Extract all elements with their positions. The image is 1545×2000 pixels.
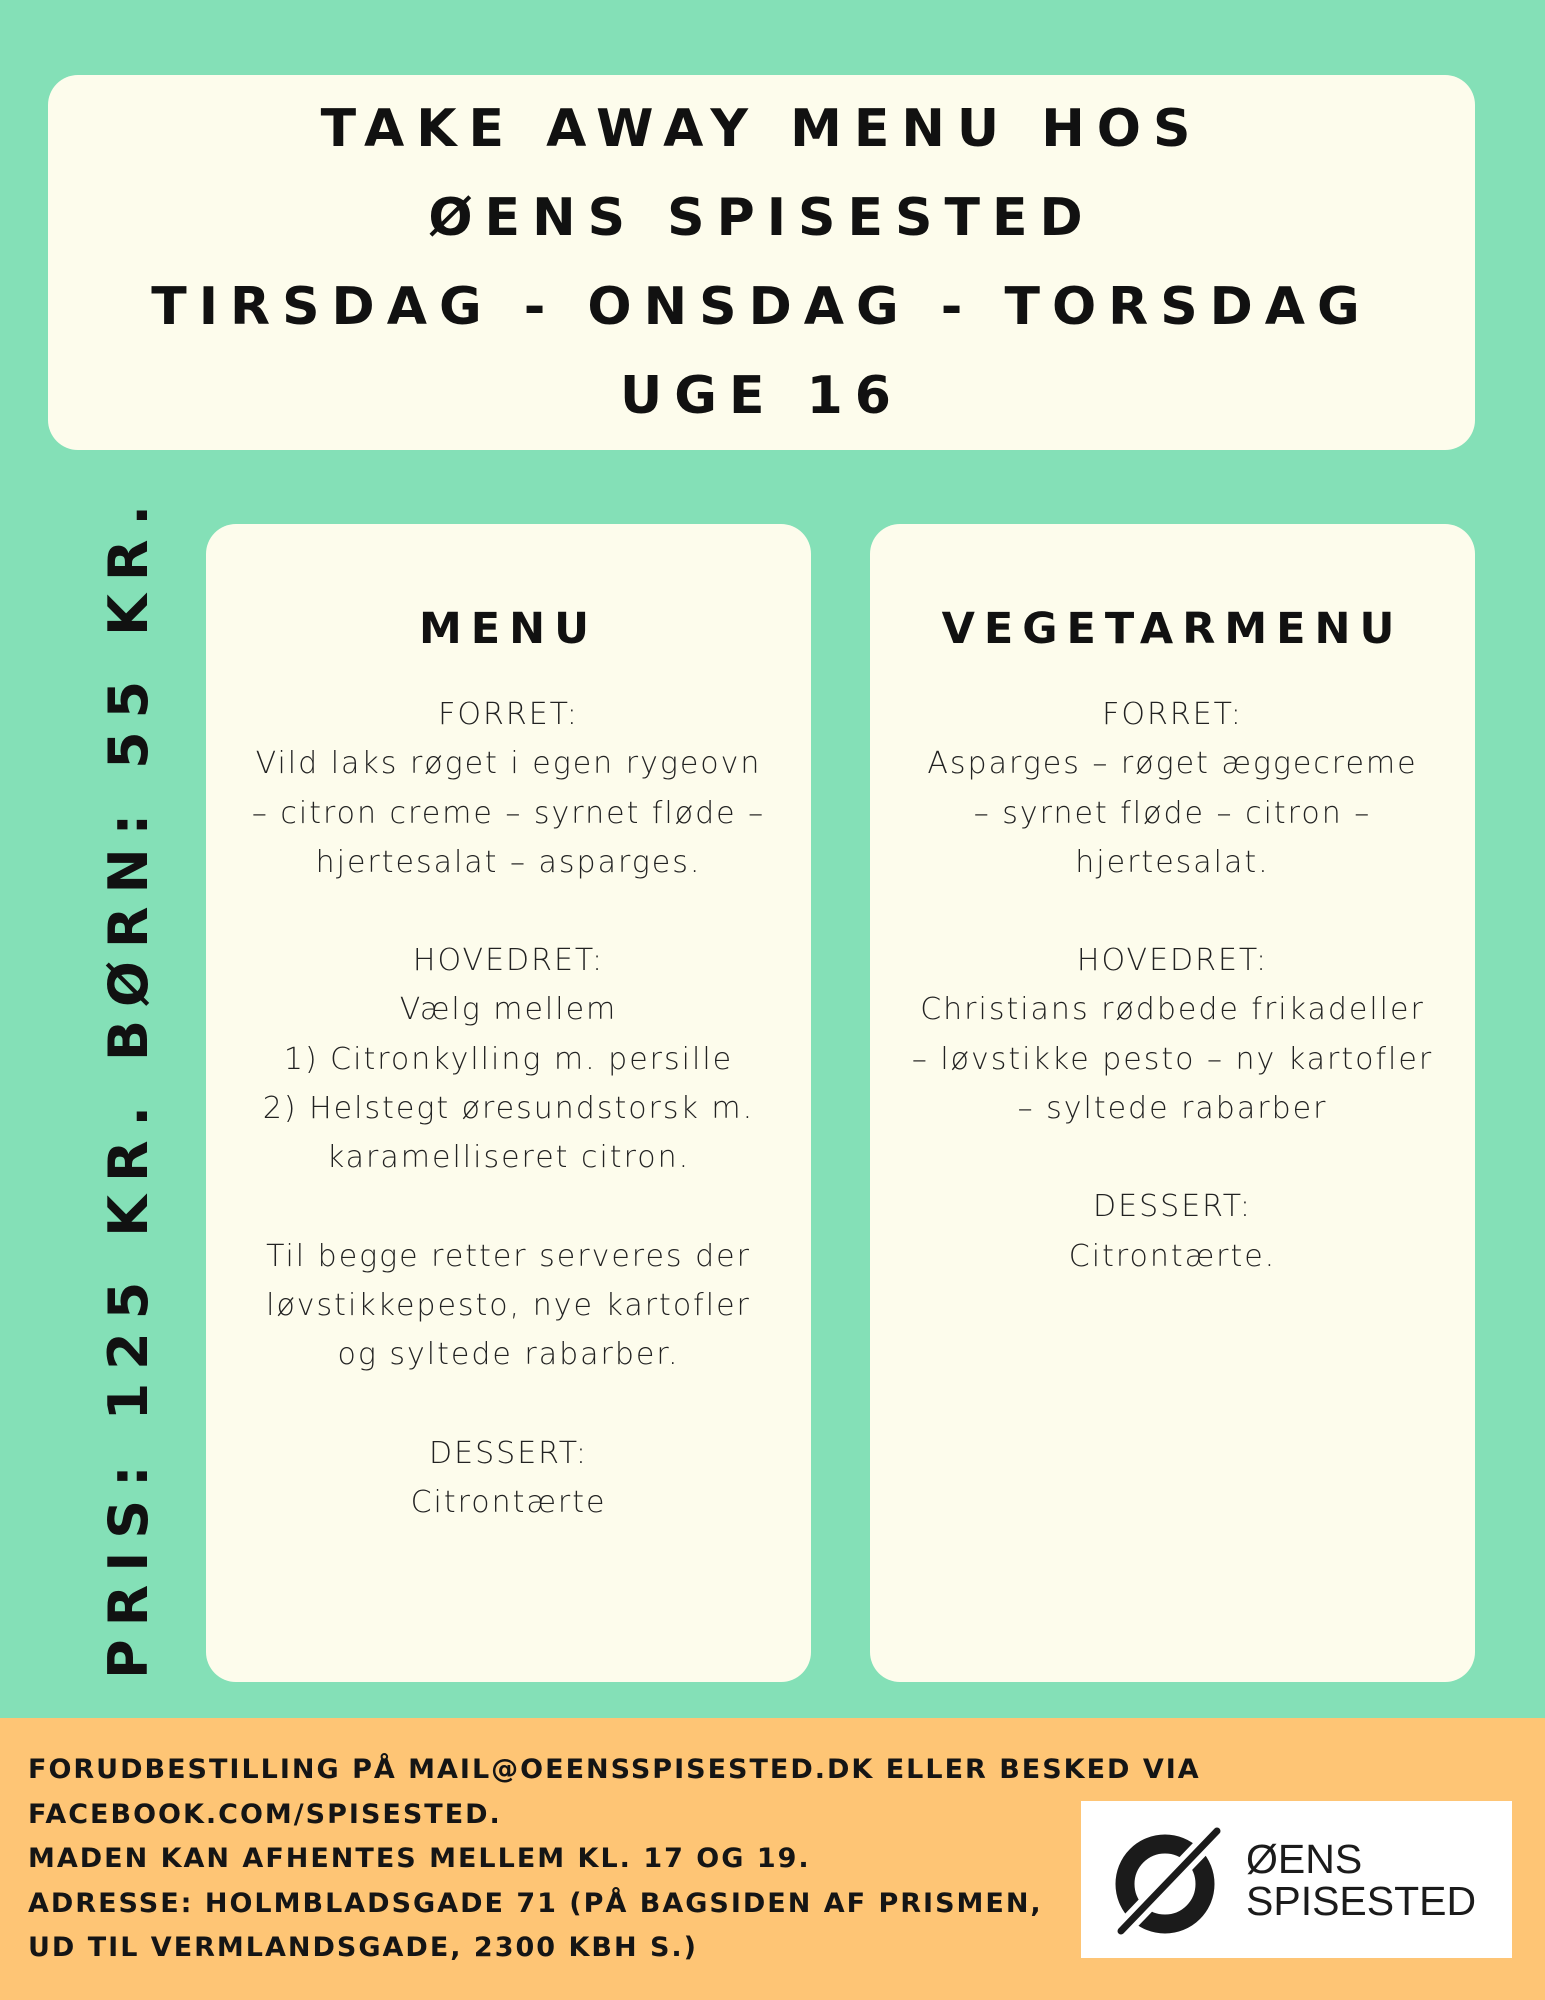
vegetarmenu-title: VEGETARMENU (941, 604, 1404, 654)
logo (1081, 1801, 1512, 1958)
footer-info (28, 1748, 1208, 1971)
section-text: Vild laks røget i egen rygeovn – citron creme – syrnet fløde – hjertesalat – asparges. (251, 746, 766, 880)
section-label: FORRET: (438, 697, 579, 732)
vegetarmenu-section-forret (912, 690, 1433, 887)
section-text: Citrontærte (410, 1484, 607, 1520)
section-text: Christians rødbede frikadeller – løvstikke pesto – ny kartofler – syltede rabarber (911, 992, 1434, 1127)
vegetarmenu-body (912, 690, 1433, 1330)
header-title-line-2: ØENS SPISESTED (428, 187, 1095, 248)
vegetarmenu-card (870, 524, 1475, 1682)
vegetarmenu-section-dessert (912, 1182, 1433, 1281)
header-week-line: UGE 16 (620, 365, 903, 426)
footer-line-address: ADRESSE: HOLMBLADSGADE 71 (PÅ BAGSIDEN AF PRISMEN, (28, 1887, 1043, 1919)
section-label: DESSERT: (429, 1435, 588, 1471)
footer-line-pickup: MADEN KAN AFHENTES MELLEM KL. 17 OG 19. (28, 1843, 811, 1874)
section-label: FORRET: (1102, 697, 1243, 732)
section-label: DESSERT: (1093, 1189, 1252, 1225)
section-text: Asparges – røget æggecreme – syrnet fløde – citron – hjertesalat. (927, 746, 1418, 880)
header-box (48, 75, 1475, 450)
vegetarmenu-section-hovedret (912, 936, 1433, 1133)
slashed-o-logo-icon (1105, 1823, 1229, 1941)
section-text: Citrontærte. (1068, 1238, 1277, 1274)
header-title-line-1: TAKE AWAY MENU HOS (320, 98, 1203, 159)
logo-line-2: SPISESTED (1246, 1878, 1477, 1924)
footer-line-preorder: FORUDBESTILLING PÅ MAIL@OEENSSPISESTED.DK ELLER BESKED VIA (28, 1754, 1201, 1785)
menu-section-dessert (252, 1429, 765, 1528)
menu-section-hovedret (252, 936, 765, 1182)
price-text: PRIS: 125 KR. BØRN: 55 KR. (96, 491, 160, 1679)
menu-body (252, 690, 765, 1576)
logo-line-1: ØENS (1246, 1836, 1363, 1882)
menu-section-forret (252, 690, 765, 887)
section-text: Vælg mellem 1) Citronkylling m. persille 2) Helstegt øresundstorsk m. karamelliseret citron. (262, 992, 755, 1176)
footer-line-facebook: FACEBOOK.COM/SPISESTED. (28, 1798, 502, 1830)
section-label: HOVEDRET: (1076, 943, 1269, 979)
menu-title: MENU (418, 604, 599, 654)
section-text: Til begge retter serveres der løvstikkepesto, nye kartofler og syltede rabarber. (266, 1238, 751, 1373)
price-banner (88, 491, 168, 1679)
menu-section-sides (252, 1232, 765, 1380)
menu-card (206, 524, 811, 1682)
section-label: HOVEDRET: (412, 943, 605, 979)
header-days-line: TIRSDAG - ONSDAG - TORSDAG (151, 276, 1372, 337)
logo-wordmark (1246, 1838, 1476, 1922)
footer-line-address-cont: UD TIL VERMLANDSGADE, 2300 KBH S.) (28, 1932, 699, 1963)
